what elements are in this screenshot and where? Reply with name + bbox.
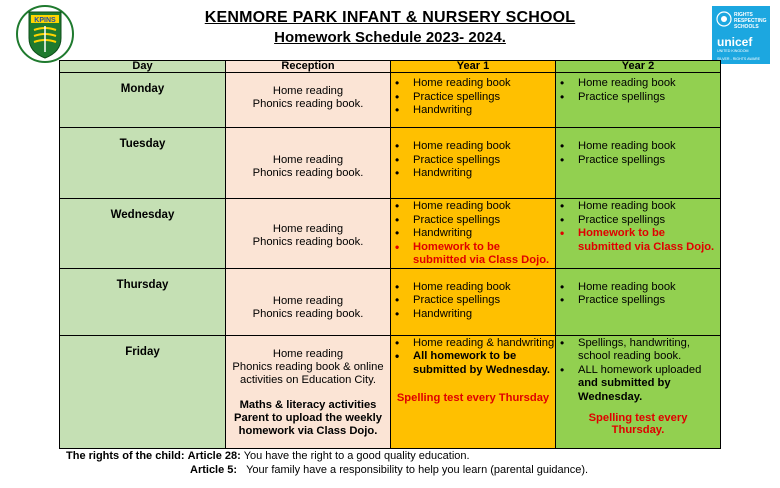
reception-line: Phonics reading book. (252, 307, 364, 320)
list-item: • Home reading book (578, 77, 720, 91)
article28-text: You have the right to a good quality education. (243, 450, 470, 462)
day-label: Friday (125, 345, 160, 358)
list-item: • Handwriting (413, 308, 555, 322)
list-item: • Home reading book (413, 281, 555, 295)
list-item: • Practice spellings (413, 214, 555, 228)
table-row (60, 268, 721, 335)
reception-line: Home reading (272, 347, 344, 360)
logo-line2: RESPECTING (734, 18, 767, 24)
table-row (60, 335, 721, 448)
list-item: • Home reading book (578, 281, 720, 295)
list-item: • Spellings, handwriting, school reading book. (578, 337, 720, 364)
list-item: • Practice spellings (578, 91, 720, 105)
reception-line: Phonics reading book & online activities on Education City. (232, 360, 384, 386)
list-item: • Practice spellings (413, 91, 555, 105)
table-row (60, 73, 721, 128)
list-item: • Home reading book (578, 140, 720, 154)
list-item-continued: and submitted by Wednesday. (578, 377, 671, 403)
reception-line: Phonics reading book. (252, 98, 364, 110)
col-header-year1: Year 1 (391, 61, 556, 73)
rights-lead: The rights of the child: (66, 450, 185, 462)
list-item: • Practice spellings (578, 154, 720, 168)
homework-submit-note: • Homework to be submitted via Class Dojo. (578, 227, 720, 254)
col-header-reception: Reception (226, 61, 391, 73)
schedule-title: Homework Schedule 2023- 2024. (274, 29, 506, 46)
reception-upload-note: Maths & literacy activities Parent to upload the weekly homework via Class Dojo. (234, 398, 382, 437)
day-label: Monday (120, 83, 165, 95)
list-item: • Practice spellings (413, 294, 555, 308)
unicef-rights-logo (712, 6, 770, 64)
spelling-test-note: Spelling test every Thursday. (588, 412, 688, 436)
list-item: • Handwriting (413, 167, 555, 181)
day-label: Thursday (116, 278, 169, 291)
col-header-year2: Year 2 (556, 61, 721, 73)
reception-line: Home reading (272, 154, 344, 166)
table-row (60, 128, 721, 199)
logo-text: KPINS (34, 17, 56, 24)
school-name: KENMORE PARK INFANT & NURSERY SCHOOL (204, 9, 576, 26)
day-label: Tuesday (119, 138, 166, 150)
list-item: • Practice spellings (413, 154, 555, 168)
list-item: • Handwriting (413, 104, 555, 118)
reception-line: Home reading (272, 294, 344, 307)
article28-label: Article 28: (187, 450, 241, 462)
logo-award: SILVER - RIGHTS AWARE (717, 57, 760, 61)
list-item: • Practice spellings (578, 294, 720, 308)
list-item: • Home reading & handwriting (413, 337, 555, 351)
reception-line: Home reading (272, 85, 344, 97)
logo-brand-sub: UNITED KINGDOM (717, 49, 749, 53)
rights-of-child-footer (66, 449, 588, 477)
reception-line: Phonics reading book. (252, 167, 364, 179)
table-row (60, 199, 721, 269)
homework-schedule-table (59, 60, 721, 449)
list-item: • All homework to be submitted by Wednesday. (413, 350, 555, 377)
logo-brand: unicef (717, 35, 753, 49)
homework-submit-note: • Homework to be submitted via Class Dojo. (413, 241, 555, 268)
article5-text: Your family have a responsibility to help you learn (parental guidance). (246, 464, 589, 476)
list-item: • Handwriting (413, 227, 555, 241)
table-header-row (60, 61, 721, 73)
reception-line: Home reading (272, 223, 344, 235)
reception-line: Phonics reading book. (252, 236, 364, 248)
logo-line3: SCHOOLS (734, 24, 759, 30)
list-item: • Home reading book (578, 200, 720, 214)
spelling-test-note: Spelling test every Thursday (396, 392, 550, 404)
list-item: • Home reading book (413, 140, 555, 154)
col-header-day: Day (60, 61, 226, 73)
list-item: • Home reading book (413, 77, 555, 91)
logo-line1: RIGHTS (734, 12, 753, 18)
article5-label: Article 5: (190, 464, 238, 476)
list-item: • ALL homework uploaded (578, 364, 720, 378)
list-item: • Practice spellings (578, 214, 720, 228)
list-item: • Home reading book (413, 200, 555, 214)
day-label: Wednesday (110, 209, 175, 221)
